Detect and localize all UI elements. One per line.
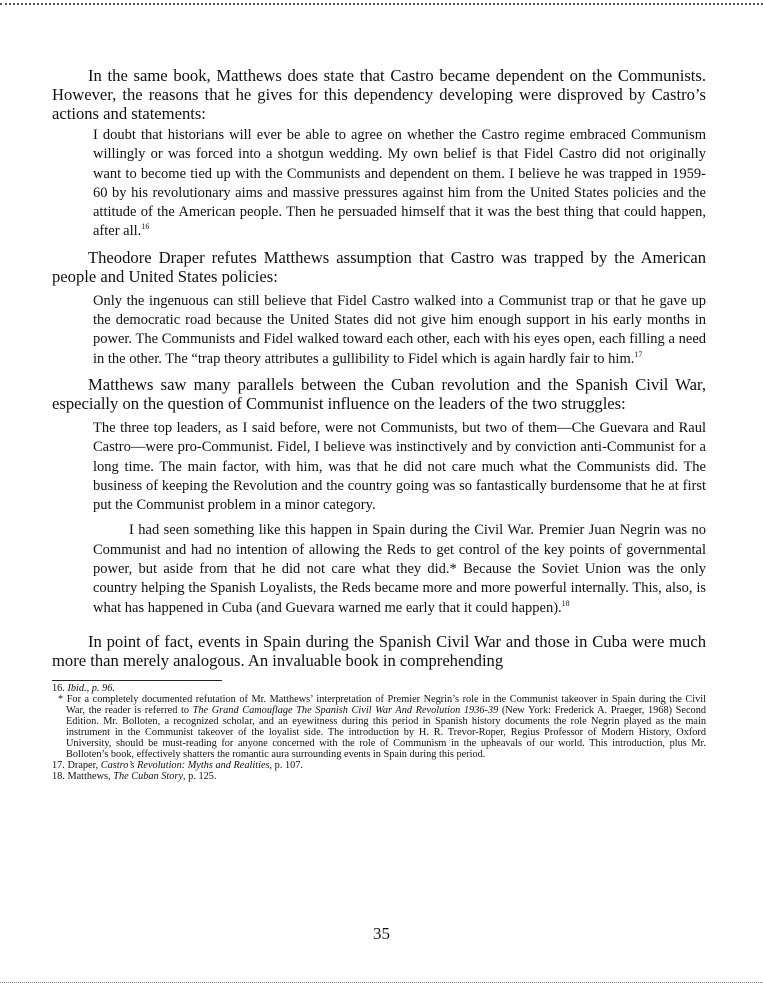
footnote-star-mark: * [58,693,64,705]
footnote-18 [52,771,706,782]
footnote-star [52,694,706,760]
footnote-star-title: The Grand Camouflage The Spanish Civil War And Revolution 1936-39 [192,704,499,716]
block-quote-3: The three top leaders, as I said before, were not Communists, but two of them—Che Guevara and Raul Castro—were pro-Communist. Fidel, I believe was instinctively and by conviction anti-Communist for a long time. The main factor, with him, was that he did not care much what the Communists did. The business of keeping the Revolution and the country going was so fantastically burdensome that he at first put the Communist problem in a minor category. [93,419,706,514]
footnote-ref-16: 16 [141,222,150,232]
footnote-17 [52,760,706,771]
footnote-18-author: Matthews, [67,770,114,782]
footnote-17-title: Castro’s Revolution: Myths and Realities [100,759,270,771]
page-body [52,66,706,782]
footnote-16-number: 16. [52,682,65,694]
bottom-dotted-border [0,982,763,983]
block-quote-4-text-a: I had seen something like this happen in Spain during the Civil War. Premier Juan Negrin was no Communist and had no intention of allowing the Reds to get control of the key points of governmental power, but aside from that he did not care what they did.* [93,522,706,578]
footnote-17-page: , p. 107. [269,759,303,771]
block-quote-4 [93,521,706,617]
footnote-18-number: 18. [52,770,65,782]
footnote-16-text: Ibid., p. 96. [67,682,115,694]
block-quote-2 [93,292,706,369]
block-quote-1 [93,126,706,242]
footnote-rule [52,680,222,681]
footnote-star-text-b: (New York: Frederick A. Praeger, 1968) Second Edition. Mr. Bolloten, a recognized scholar, and an eyewitness during this period in Spanish history documents the role Negrin played as the main instrument in the Communist takeover of the loyalist side. The introduction by H. R. Trevor-Roper, Regius Professor of Modern History, Oxford University, should be must-reading for anyone concerned with the role of Communism in the upheavals of our world. This introduction, plus Mr. Bolloten’s book, effectively shatters the romantic aura surrounding events in Spain during this period. [66,704,706,760]
top-dotted-border [0,3,763,5]
footnote-17-number: 17. [52,759,65,771]
paragraph-4: In point of fact, events in Spain during the Spanish Civil War and those in Cuba were much more than merely analogous. An invaluable book in comprehending [52,631,706,670]
paragraph-3: Matthews saw many parallels between the Cuban revolution and the Spanish Civil War, especially on the question of Communist influence on the leaders of the two struggles: [52,374,706,413]
footnote-star-text-a: For a completely documented refutation of Mr. Matthews’ interpretation of Premier Negrin’s role in the Communist takeover in Spain during the Civil War, the reader is referred to [66,693,707,716]
paragraph-2: Theodore Draper refutes Matthews assumption that Castro was trapped by the American people and United States policies: [52,247,706,286]
footnote-ref-17: 17 [634,349,643,359]
footnote-18-page: , p. 125. [183,770,217,782]
paragraph-1: In the same book, Matthews does state that Castro became dependent on the Communists. However, the reasons that he gives for this dependency developing were disproved by Castro’s actions and statements: [52,66,706,123]
block-quote-4-text-b: Because the Soviet Union was the only country helping the Spanish Loyalists, the Reds became more and more powerful internally. This, also, is what has happened in Cuba (and Guevara warned me early that it could happen). [93,561,706,616]
footnote-16 [52,683,706,694]
block-quote-1-text: I doubt that historians will ever be able to agree on whether the Castro regime embraced Communism willingly or was forced into a shotgun wedding. My own belief is that Fidel Castro did not originally want to become tied up with the Communists and dependent on them. I believe he was trapped in 1959-60 by his revolutionary aims and massive pressures against him from the United States policies and the attitude of the American people. Then he persuaded himself that it was the best thing that could happen, after all. [93,127,706,240]
footnote-ref-18: 18 [561,598,570,608]
footnote-17-author: Draper, [67,759,101,771]
page-number: 35 [373,924,390,943]
block-quote-2-text: Only the ingenuous can still believe that Fidel Castro walked into a Communist trap or that he gave up the democratic road because the United States did not give him enough support in his early months in power. The Communists and Fidel walked toward each other, each with his eyes open, each filling a need in the other. The “trap theory attributes a gullibility to Fidel which is again hardly fair to him. [93,292,706,367]
footnote-18-title: The Cuban Story [113,770,184,782]
